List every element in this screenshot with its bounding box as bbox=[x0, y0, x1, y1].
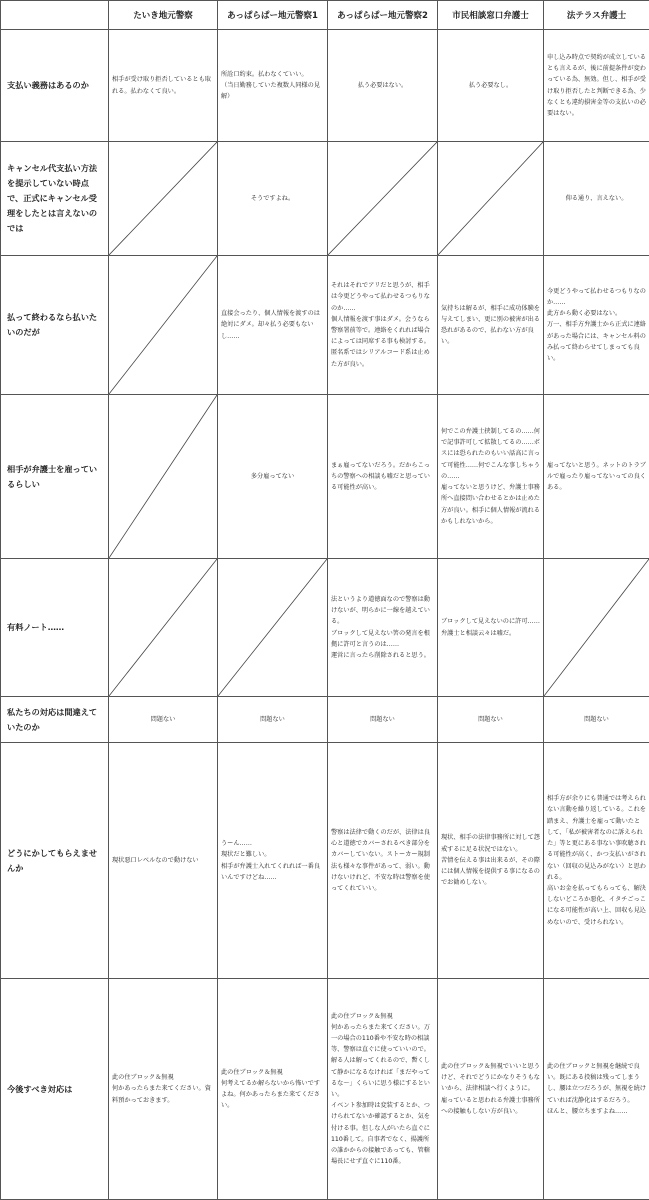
answer-text: 雇ってないと思う。ネットのトラブルで雇ったり雇ってないっての良くある。 bbox=[547, 461, 646, 492]
answer-text: 多分雇ってない bbox=[250, 472, 295, 480]
answer-cell bbox=[438, 559, 544, 697]
answer-text: 払う必要なし。 bbox=[468, 81, 513, 89]
answer-cell bbox=[438, 979, 544, 1200]
not-applicable-cell bbox=[438, 142, 544, 256]
table-row bbox=[1, 743, 649, 979]
table-row bbox=[1, 256, 649, 395]
answer-text: 所詮口約束。払わなくていい。 （当日勤務していた複数人同様の見解） bbox=[221, 70, 320, 101]
not-applicable-cell bbox=[109, 142, 218, 256]
answer-cell bbox=[328, 395, 438, 559]
answer-text: 此の住ブロック＆無視でいいと思うけど、それでどうにかなりそうもないから、法律相談へ行くように。 雇っていると思われる弁護士事務所への接触もしない方が良い。 bbox=[441, 1062, 540, 1115]
answer-cell bbox=[328, 743, 438, 979]
answer-text: そうですよね。 bbox=[250, 194, 295, 202]
answer-text: 此の住ブロックと無視を継続で良い。既にある投稿は残ってしまうし、腰は立つだろうが、無視を続けていれば沈静化はするだろう。 ほんと、腰立ちますよね…… bbox=[547, 1062, 646, 1115]
answer-cell bbox=[438, 30, 544, 142]
diagonal-slash bbox=[109, 559, 217, 696]
header-row bbox=[1, 1, 649, 30]
answer-text: 警察は法律で動くのだが、法律は良心と道徳でカバーされるべき部分をカバーしていない。ストーカー規制法も様々な事件があって、弱い。動けないけれど、不安な時は警察を使ってくれていい。 bbox=[331, 828, 430, 892]
answer-cell bbox=[328, 256, 438, 395]
answer-text: 払う必要はない。 bbox=[357, 81, 408, 89]
answer-cell bbox=[328, 979, 438, 1200]
diagonal-slash bbox=[328, 142, 437, 255]
answer-text: ブロックして見えないのに許可…… 弁護士と相談云々は嘘だ。 bbox=[441, 618, 540, 637]
answer-cell bbox=[109, 697, 218, 743]
answer-cell bbox=[109, 743, 218, 979]
answer-text: 法というより道徳面なので警察は動けないが、明らかに一線を越えている。 ブロックして見えない筈の発言を根拠に許可と言うのは…… 運営に言ったら削除されると思う。 bbox=[331, 595, 430, 659]
diagonal-slash bbox=[438, 142, 543, 255]
answer-cell bbox=[438, 395, 544, 559]
answer-cell bbox=[109, 30, 218, 142]
not-applicable-cell bbox=[109, 395, 218, 559]
answer-text: 問題ない bbox=[478, 715, 503, 723]
answer-cell bbox=[218, 256, 328, 395]
header-local-police-2: あっぱらぱー地元警察2 bbox=[328, 1, 438, 30]
question-cell: 今後すべき対応は bbox=[1, 979, 109, 1200]
answer-cell bbox=[218, 979, 328, 1200]
question-cell: 相手が弁護士を雇っているらしい bbox=[1, 395, 109, 559]
answer-cell bbox=[218, 697, 328, 743]
answer-text: 相手方が余りにも普通では考えられない言動を繰り返している。これを踏まえ、弁護士を雇って動いたとして、「私が被害者なのに訴えられた」等と更にある事ない事吹聴される可能性が高く、かつ支払いがされない（回収の見込みがない）と思われる。 高いお金を払ってもらっても、解決しないどころか悪化、イタチごっこになる可能性が高い上、回収も見込めないので、受けられない。 bbox=[547, 795, 646, 926]
question-cell: 有料ノート…… bbox=[1, 559, 109, 697]
not-applicable-cell bbox=[109, 256, 218, 395]
answer-cell bbox=[544, 743, 649, 979]
answer-text: 此の住ブロック＆無視 何考えてるか解らないから怖いですよね。何かあったらまた来てください。 bbox=[221, 1068, 320, 1110]
answer-cell bbox=[218, 142, 328, 256]
question-cell: 払って終わるなら払いたいのだが bbox=[1, 256, 109, 395]
answer-text: まぁ雇ってないだろう。だからこっちの警察への相談も嘘だと思っている可能性が高い。 bbox=[331, 461, 430, 492]
answer-text: 何でこの弁護士挟制してるの……何で記事許可して拡散してるの……ボスには恐られたのもいい話高に言って可能性……何でこんな事しちゃうの…… 雇ってないと思うけど、弁護士事務所へ直接問い合わせるとかは止めた方が良い。相手に個人情報が流れるかもしれないから。 bbox=[441, 428, 540, 525]
question-cell: 私たちの対応は間違えていたのか bbox=[1, 697, 109, 743]
not-applicable-cell bbox=[328, 142, 438, 256]
answer-text: 問題ない bbox=[370, 715, 395, 723]
not-applicable-cell bbox=[218, 559, 328, 697]
header-taiki-police: たいき地元警察 bbox=[109, 1, 218, 30]
header-houterasu-lawyer: 法テラス弁護士 bbox=[544, 1, 649, 30]
question-cell: 支払い義務はあるのか bbox=[1, 30, 109, 142]
answer-text: 現状悪口レベルなので動けない bbox=[112, 856, 199, 864]
header-citizen-lawyer: 市民相談窓口弁護士 bbox=[438, 1, 544, 30]
answer-cell bbox=[218, 30, 328, 142]
not-applicable-cell bbox=[544, 559, 649, 697]
table-row bbox=[1, 30, 649, 142]
answer-cell bbox=[438, 256, 544, 395]
table-row bbox=[1, 697, 649, 743]
answer-cell bbox=[544, 30, 649, 142]
answer-text: 問題ない bbox=[584, 715, 609, 723]
answer-text: 仰る通り、言えない。 bbox=[565, 194, 628, 202]
answer-text: 気持ちは解るが、相手に成功体験を与えてしまい、更に別の被害が出る恐れがあるので、払わない方が良い。 bbox=[441, 304, 540, 346]
answer-cell bbox=[218, 743, 328, 979]
diagonal-slash bbox=[544, 559, 649, 696]
answer-cell bbox=[438, 743, 544, 979]
answer-text: それはそれでアリだと思うが、相手は今更どうやって払わせるつもりなのか…… 個人情報を渡す事はダメ。会うなら警察署前等で。連絡をくれれば場合によっては同席する事も検討する。匿名系ではシリアルコード系は止めた方が良い。 bbox=[331, 282, 430, 368]
answer-text: 此の住ブロック＆無視 何かあったらまた来てください。万一の場合の110番や不安な時の相談等、警察は直ぐに使っていいので。 解る人は解ってくれるので、暫くして静かになるなければ「まだやってるな～」くらいに思う様にするといい。 イベント参加時は変装するとか、つけられてないか確認するとか、気を付ける事。但しな人がいたら直ぐに110番して。自事者でなく、揚護所の誰かからの接触であっても、管轄場長にせず直ぐに110番。 bbox=[331, 1012, 430, 1166]
diagonal-slash bbox=[218, 559, 327, 696]
answer-cell bbox=[544, 142, 649, 256]
answer-text: 此の住ブロック＆無視 何かあったらまた来てください。資料預かっておきます。 bbox=[112, 1074, 211, 1104]
answer-cell bbox=[218, 395, 328, 559]
table-row bbox=[1, 395, 649, 559]
question-cell: どうにかしてもらえませんか bbox=[1, 743, 109, 979]
answer-cell bbox=[438, 697, 544, 743]
header-corner bbox=[1, 1, 109, 30]
answer-cell bbox=[544, 697, 649, 743]
answer-text: うーん…… 現状だと難しい。 相手が弁護士入れてくれれば一番良いんですけどね…… bbox=[221, 840, 320, 881]
answer-text: 申し込み時点で契約が成立しているとも言えるが、後に前提条件が変わっている為、無効。但し、相手が受け取り拒否したと判断できる為、少なくとも違約損害金等の支払いの必要はない。 bbox=[547, 53, 646, 117]
diagonal-slash bbox=[109, 142, 217, 255]
answer-text: 現状、相手の法律事務所に対して怨戒するに足る状況ではない。 苦情を伝える事は出来るが、その際には個人情報を提供する事になるのでお勧めしない。 bbox=[441, 834, 540, 887]
answer-cell bbox=[544, 395, 649, 559]
not-applicable-cell bbox=[109, 559, 218, 697]
diagonal-slash bbox=[109, 395, 217, 558]
answer-cell bbox=[544, 979, 649, 1200]
diagonal-slash bbox=[109, 256, 217, 394]
answer-text: 今更どうやって払わせるつもりなのか…… 此方から動く必要はない。 万一、相手方弁護士から正式に連絡があった場合には、キャンセル料のみ払って終わらせてしまっても良い。 bbox=[547, 287, 646, 362]
answer-text: 問題ない bbox=[150, 715, 176, 723]
answer-text: 相手が受け取り拒否しているとも取れる。払わなくて良い。 bbox=[112, 76, 211, 95]
answer-cell bbox=[328, 30, 438, 142]
answer-cell bbox=[328, 697, 438, 743]
header-local-police-1: あっぱらぱー地元警察1 bbox=[218, 1, 328, 30]
answer-text: 直接会ったり、個人情報を渡すのは絶対にダメ。却々払う必要もないし…… bbox=[221, 310, 320, 340]
table-row bbox=[1, 142, 649, 256]
answer-cell bbox=[544, 256, 649, 395]
answer-cell bbox=[109, 979, 218, 1200]
table-row bbox=[1, 559, 649, 697]
question-cell: キャンセル代支払い方法を提示していない時点で、正式にキャンセル受理をしたとは言えないのでは bbox=[1, 142, 109, 256]
answer-cell bbox=[328, 559, 438, 697]
answer-text: 問題ない bbox=[260, 715, 285, 723]
table-row bbox=[1, 979, 649, 1200]
